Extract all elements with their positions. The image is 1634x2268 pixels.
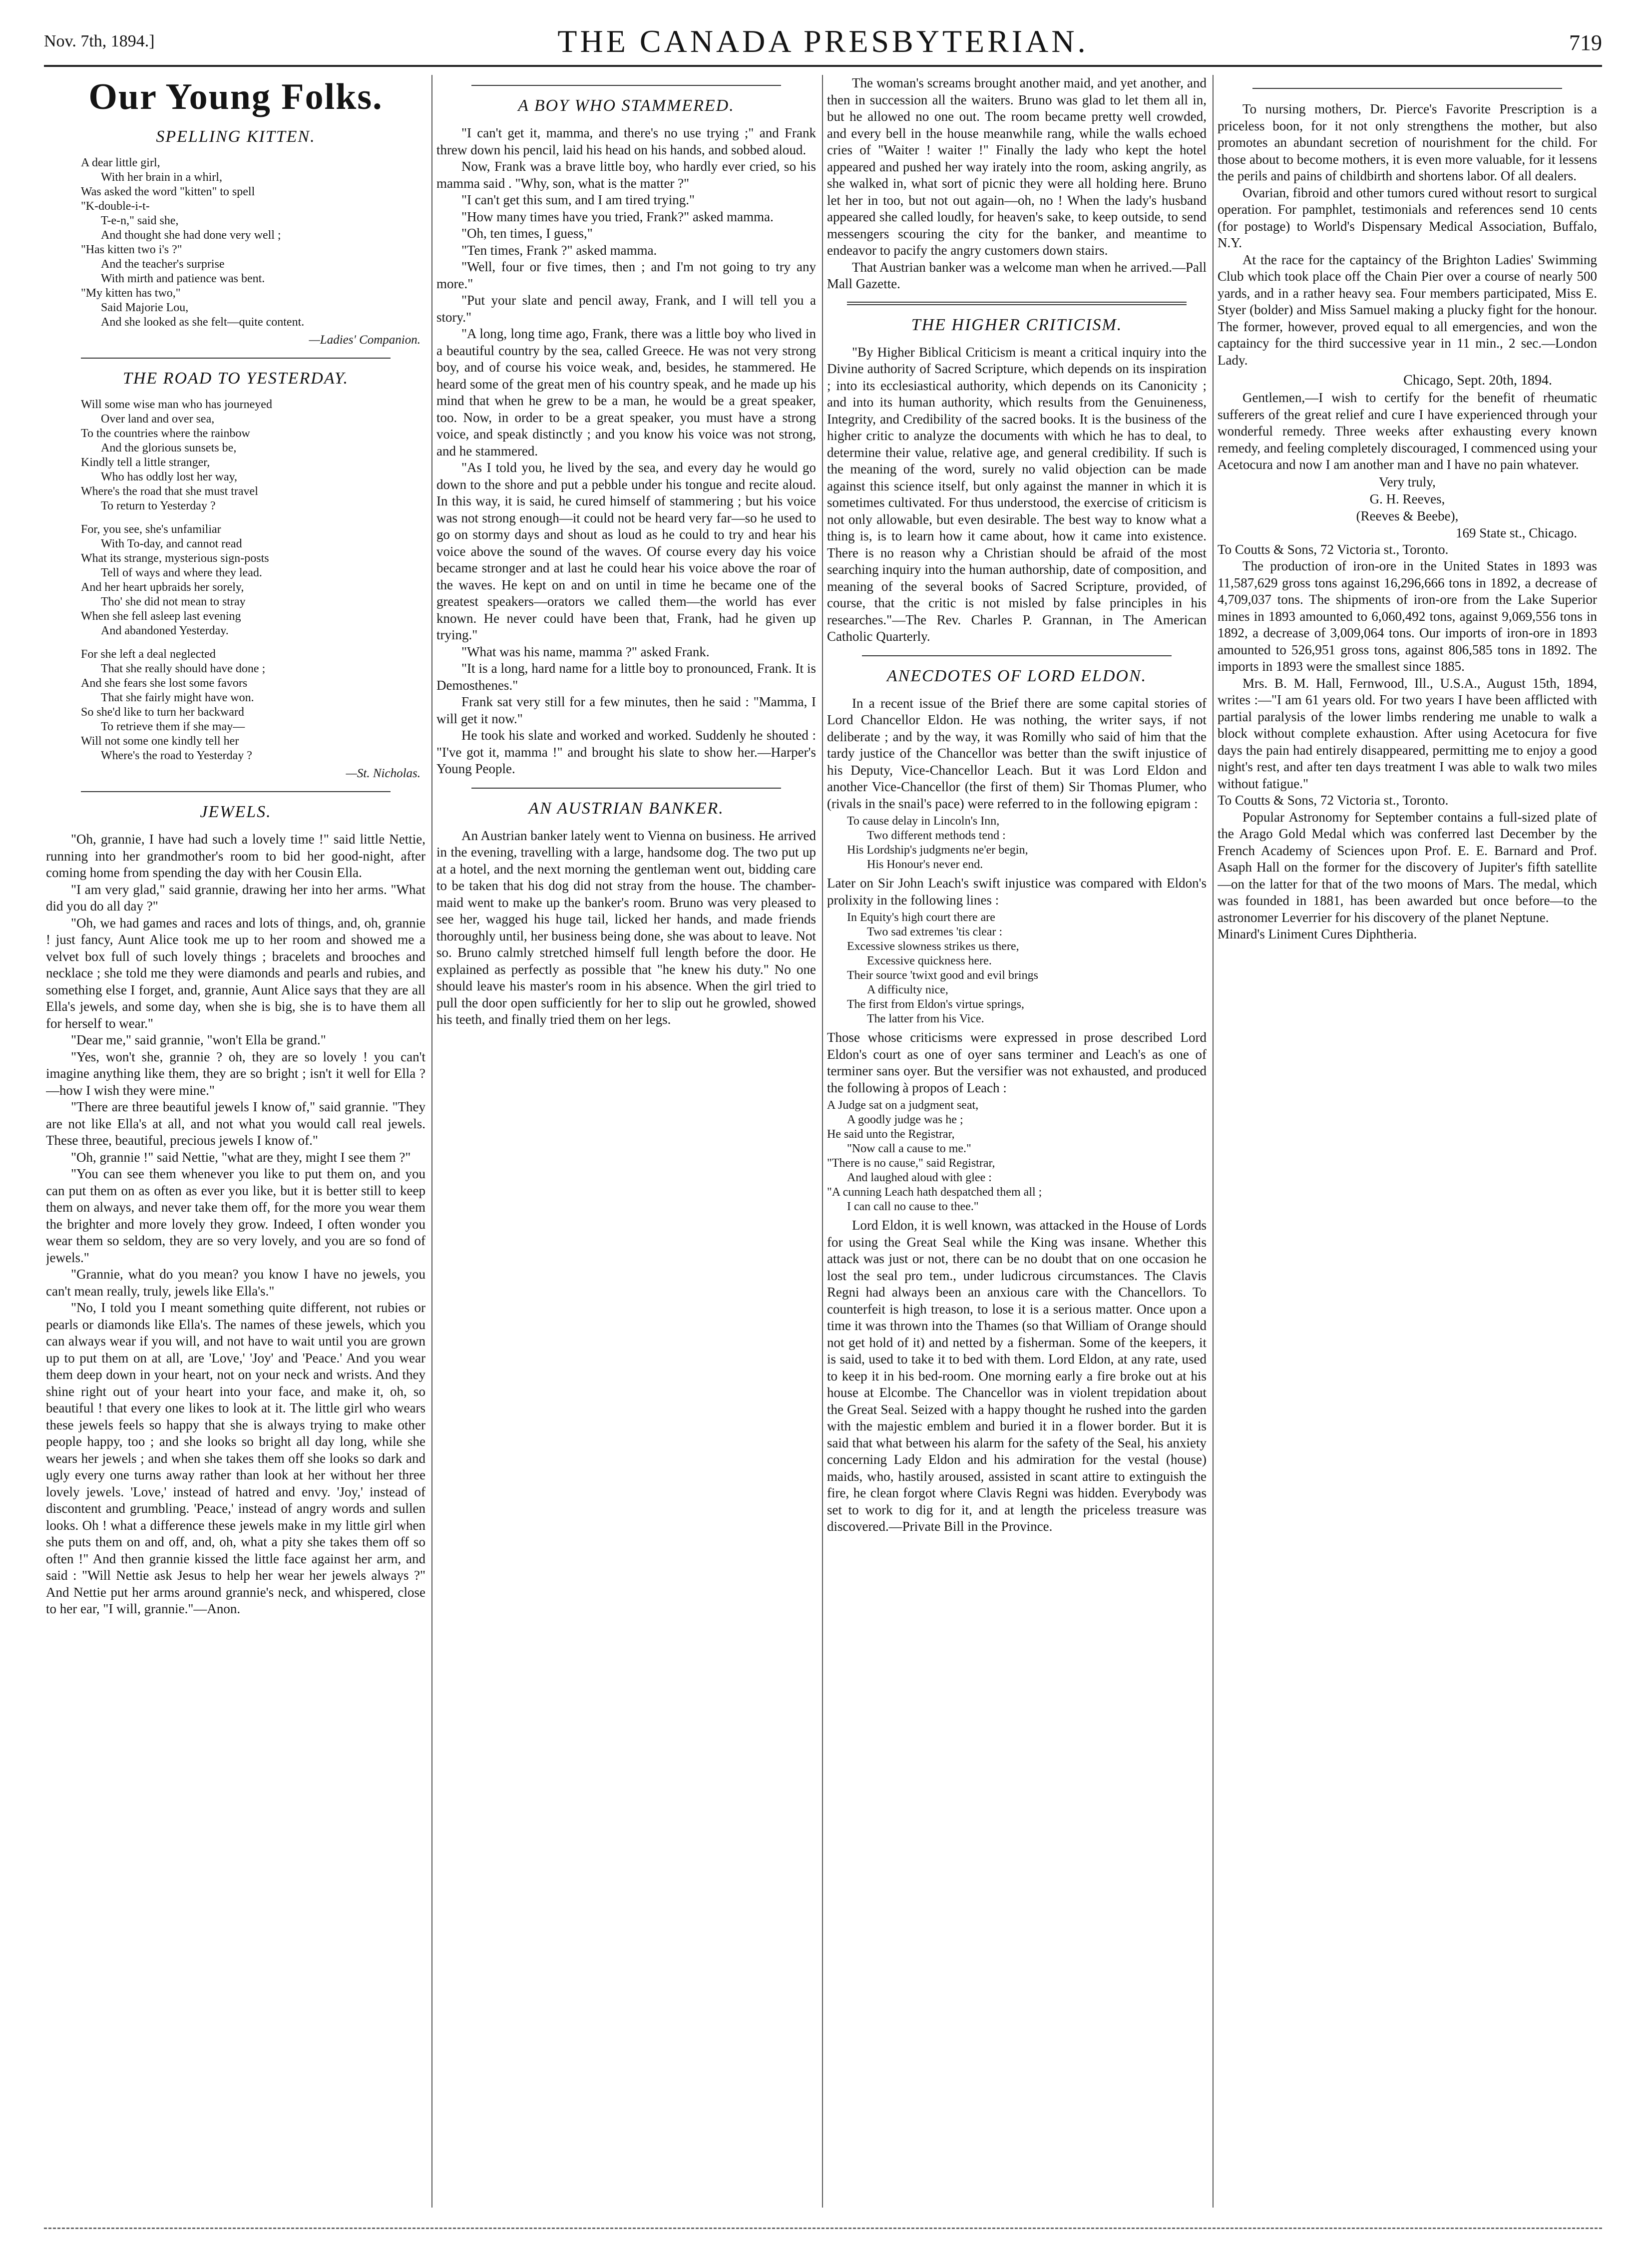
- paragraph: An Austrian banker lately went to Vienna on business. He arrived in the evening, travelling with a large, handsome dog. The two put up at a hotel, and the next morning the gentleman went out, bidding care to be taken that his dog did not stray from the house. The chamber-maid went to make up the banker's room. Bruno was very pleased to see her, wagged his huge tail, licked her hands, and made friends thoroughly until, her business being done, she was about to leave. Not so. Bruno calmly stretched himself full length before the door. He explained as perfectly as possible that "he knew his duty." No one should leave his master's room in his absence. When the girl tried to pull the door open sufficiently for her to slip out he growled, showed his teeth, and finally tried them on her legs.: [436, 828, 816, 1027]
- paragraph: That Austrian banker was a welcome man when he arrived.—Pall Mall Gazette.: [827, 259, 1207, 291]
- paragraph: Those whose criticisms were expressed in prose described Lord Eldon's court as one of oyer sans terminer and Leach's as one of terminer sans oyer. But the versifier was not exhausted, and produced the following à propos of Leach :: [827, 1030, 1207, 1095]
- poem-line: That she really should have done ;: [101, 662, 266, 675]
- epigram: [827, 1098, 1207, 1214]
- poem-line: A difficulty nice,: [867, 983, 948, 996]
- paragraph: "Yes, won't she, grannie ? oh, they are so lovely ! you can't imagine anything like them, they are so bright ; isn't it well for Ella ?—how I wish they were mine.": [46, 1049, 425, 1098]
- article-spelling-kitten: [46, 127, 425, 359]
- paragraph: Now, Frank was a brave little boy, who hardly ever cried, so his mamma said . "Why, son, what is the matter ?": [436, 159, 816, 191]
- column-3: [827, 75, 1207, 2218]
- article-lord-eldon: [827, 666, 1207, 1535]
- section-divider: [862, 655, 1172, 656]
- paragraph: "No, I told you I meant something quite different, not rubies or pearls or diamonds like Ella's. The names of these jewels, which you can always wear if you will, and not have to wait until you are grown up to put them on at all, are 'Love,' 'Joy' and 'Peace.' And you wear them deep down in your heart, not on your neck and wrists. And they shine right out of your heart into your face, and make it, oh, so beautiful ! that every one likes to look at it. The little girl who wears these jewels feels so happy that she is always trying to make other people happy, too ; and she looks so bright all day long, while she wears her jewels ; and when she takes them off she looks so dark and ugly every one turns away rather than look at her without her three lovely jewels. 'Love,' instead of hatred and envy. 'Joy,' instead of discontent and grumbling. 'Peace,' instead of angry words and sullen looks. Oh ! what a difference these jewels make in my little girl when she puts them on and off, and, oh, what a pity she takes them off so often !" And then grannie kissed the little face against her arm, and said : "Will Nettie ask Jesus to help her wear her jewels always ?" And Nettie put her arms around grannie's neck, and whispered, close to her ear, "I will, grannie."—Anon.: [46, 1300, 425, 1616]
- agent-address: To Coutts & Sons, 72 Victoria st., Toronto.: [1218, 793, 1449, 808]
- poem-line: Where's the road to Yesterday ?: [101, 749, 252, 762]
- newspaper-title: THE CANADA PRESBYTERIAN.: [557, 23, 1089, 59]
- paragraph: "What was his name, mamma ?" asked Frank.: [461, 644, 710, 659]
- column-rule: [822, 75, 823, 2208]
- article-boy-who-stammered: [436, 96, 816, 789]
- ad-minards-liniment: Minard's Liniment Cures Diphtheria.: [1218, 926, 1417, 941]
- poem-line: That she fairly might have won.: [101, 691, 254, 704]
- poem-line: Was asked the word "kitten" to spell: [81, 185, 255, 198]
- article-title: A BOY WHO STAMMERED.: [518, 96, 735, 115]
- article-austrian-banker: [436, 799, 816, 1028]
- poem-line: Tho' she did not mean to stray: [101, 595, 246, 608]
- article-source: —Ladies' Companion.: [309, 333, 420, 347]
- paragraph: "Dear me," said grannie, "won't Ella be grand.": [71, 1032, 326, 1047]
- article-title: THE ROAD TO YESTERDAY.: [122, 369, 349, 388]
- ad-favorite-prescription: To nursing mothers, Dr. Pierce's Favorite Prescription is a priceless boon, for it not only strengthens the mother, but also promotes an abundant secretion of nourishment for the child. For those about to become mothers, it is even more valuable, for it lessens the perils and pains of childbirth and shortens labor. Of all dealers.: [1218, 101, 1597, 183]
- paragraph: "I can't get it, mamma, and there's no use trying ;" and Frank threw down his pencil, laid his head on his hands, and sobbed aloud.: [436, 125, 816, 157]
- poem-line: A goodly judge was he ;: [847, 1113, 963, 1126]
- poem: [46, 398, 425, 763]
- paragraph: In a recent issue of the Brief there are some capital stories of Lord Chancellor Eldon. He was nothing, the writer says, if not deliberate ; and by the way, it was Romilly who said of him that the tardy justice of the Chancellor was better than the swift injustice of his Deputy, Vice-Chancellor Leach. But it was Lord Eldon and another Vice-Chancellor (the first of them) Sir Thomas Plumer, who (rivals in the snail's pace) were referred to in the following epigram :: [827, 695, 1207, 811]
- article-jewels: [46, 802, 425, 1618]
- department-heading: Our Young Folks.: [88, 76, 383, 117]
- paragraph: "Oh, grannie !" said Nettie, "what are they, might I see them ?": [71, 1149, 411, 1165]
- paragraph: "Grannie, what do you mean? you know I have no jewels, you can't mean really, truly, jewels like Ella's.": [46, 1267, 425, 1299]
- column-1: [46, 75, 425, 2218]
- poem-line: And she fears she lost some favors: [81, 677, 248, 690]
- news-iron-ore: The production of iron-ore in the United States in 1893 was 11,587,629 gross tons against 16,296,666 tons in 1892, a decrease of 4,709,037 tons. The shipments of iron-ore from the Lake Superior mines in 1893 amounted to 6,060,492 tons, against 9,069,556 tons in 1892, a decrease of 3,009,064 tons. Our imports of iron-ore in 1893 amounted to 526,951 gross tons, against 806,585 tons in 1892. The imports in 1893 were the smallest since 1885.: [1218, 558, 1597, 674]
- poem-line: His Lordship's judgments ne'er begin,: [847, 844, 1028, 857]
- poem-line: "Now call a cause to me.": [847, 1142, 971, 1155]
- poem-line: Two sad extremes 'tis clear :: [867, 925, 1003, 938]
- poem-line: Who has oddly lost her way,: [101, 470, 238, 483]
- poem-line: Will not some one kindly tell her: [81, 735, 239, 748]
- section-divider: [471, 788, 781, 789]
- poem-line: Will some wise man who has journeyed: [81, 398, 272, 411]
- poem-line: He said unto the Registrar,: [827, 1128, 955, 1141]
- poem-line: Their source 'twixt good and evil brings: [847, 969, 1038, 982]
- article-higher-criticism: [827, 315, 1207, 656]
- poem-line: And laughed aloud with glee :: [847, 1171, 992, 1184]
- page-number: 719: [1569, 30, 1602, 55]
- section-divider: [471, 85, 781, 86]
- poem: [46, 156, 425, 330]
- paragraph: "As I told you, he lived by the sea, and every day he would go down to the shore and put a pebble under his tongue and recite aloud. In this way, it is said, he cured himself of stammering ; but his voice was not strong enough—it could not be heard very far—so he used to go on stormy days and shout as loud as he could to try and hear his voice above the sound of the waves. Of course every day his voice became stronger and at last he could hear his voice above the roar of the waves. He kept on and on until in time he became one of the greatest speakers—orators we called them—the world has ever known. He never could have been that, Frank, had he given up trying.": [436, 460, 816, 642]
- agent-address: To Coutts & Sons, 72 Victoria st., Toronto.: [1218, 541, 1449, 557]
- poem-line: For she left a deal neglected: [81, 648, 216, 661]
- section-divider: [81, 358, 391, 359]
- column-rule: [1213, 75, 1214, 2208]
- article-road-to-yesterday: [46, 369, 425, 792]
- poem-line: His Honour's never end.: [867, 858, 983, 871]
- news-swimming-club: At the race for the captaincy of the Brighton Ladies' Swimming Club which took place off the Chain Pier over a course of nearly 500 yards, and in a rather heavy sea. Four members participated, Miss E. Styer (bolder) and Miss Samuel making a plucky fight for the honour. The former, however, proved equal to all emergencies, and won the captaincy for the third successive year in 11 min., 2 sec.—London Lady.: [1218, 252, 1597, 368]
- poem-line: And thought she had done very well ;: [101, 229, 281, 242]
- poem-line: Excessive slowness strikes us there,: [847, 940, 1019, 953]
- article-title: THE HIGHER CRITICISM.: [911, 315, 1123, 334]
- paragraph: "There are three beautiful jewels I know of," said grannie. "They are not like Ella's at all, and not what you would call real jewels. These three, beautiful, precious jewels I know of.": [46, 1099, 425, 1148]
- paragraph: "Oh, we had games and races and lots of things, and, oh, grannie ! just fancy, Aunt Alice took me up to her room and showed me a velvet box full of such lovely things ; bracelets and brooches and necklace ; she told me they were diamonds and pearls and rubies, and something else I forget, and, grannie, Aunt Alice says that they are all Ella's jewels, and some day, when she is big, she is to have them all for herself to wear.": [46, 915, 425, 1031]
- section-divider: [81, 791, 391, 792]
- column-4: [1218, 75, 1597, 2218]
- article-title: JEWELS.: [200, 803, 272, 821]
- signature-address: 169 State st., Chicago.: [1456, 525, 1577, 540]
- page-bottom-rule: [44, 2228, 1602, 2229]
- poem-line: "K-double-i-t-: [81, 200, 150, 213]
- epigram: [827, 910, 1207, 1026]
- paragraph: "I can't get this sum, and I am tired trying.": [461, 192, 695, 207]
- poem-line: T-e-n," said she,: [101, 214, 179, 227]
- testimonial-reeves: Gentlemen,—I wish to certify for the benefit of rheumatic sufferers of the great relief and cure I have experienced through your wonderful remedy. Three weeks after exhausting every known remedy, and feeling completely discouraged, I commenced using your Acetocura and now I am another man and I have no pain whatever.: [1218, 390, 1597, 472]
- poem-line: Kindly tell a little stranger,: [81, 456, 210, 469]
- paragraph: "Oh, ten times, I guess,": [461, 226, 593, 241]
- testimonial-hall: Mrs. B. M. Hall, Fernwood, Ill., U.S.A., August 15th, 1894, writes :—"I am 61 years old. For two years I have been afflicted with partial paralysis of the lower limbs rendering me unable to walk a block without complete exhaustion. After using Acetocura for five days the pain had entirely disappeared, permitting me to enjoy a good night's rest, and after ten days treatment I was able to walk two miles without fatigue.": [1218, 675, 1597, 791]
- article-title: SPELLING KITTEN.: [156, 127, 316, 146]
- poem-line: Excessive quickness here.: [867, 954, 992, 967]
- poem-line: "My kitten has two,": [81, 287, 181, 300]
- masthead: [44, 19, 1602, 67]
- paragraph: "I am very glad," said grannie, drawing her into her arms. "What did you do all day ?": [46, 882, 425, 913]
- poem-line: "Has kitten two i's ?": [81, 243, 182, 256]
- article-source: —St. Nicholas.: [346, 767, 420, 780]
- paragraph: "A long, long time ago, Frank, there was a little boy who lived in a beautiful country by the sea, called Greece. He was not very strong boy, and of course his voice weak, and, besides, he stammered. He heard some of the great men of his country speak, and he made up his mind that when he grew to be a man, he would be a great speaker, too. Now, in order to be a great speaker, you must have a strong voice, and speak distinctly ; and you know his voice was not strong, and he stammered.: [436, 326, 816, 458]
- poem-line: I can call no cause to thee.": [847, 1200, 979, 1213]
- poem-line: Two different methods tend :: [867, 829, 1006, 842]
- paragraph: "By Higher Biblical Criticism is meant a critical inquiry into the Divine authority of Sacred Scripture, which depends on its inspiration ; into its ecclesiastical authority, which depends on its Canonicity ; and into its human authority, which results from the Genuineness, Integrity, and Credibility of the sacred books. It is the business of the higher critic to analyze the documents with which he has to deal, to determine their value, relative age, and general credibility. If such is the meaning of the word, surely no valid objection can be made against this science itself, but only against the manner in which it is sometimes cultivated. For thus understood, the exercise of criticism is not only allowable, but even desirable. The best way to know what a thing is, is to learn how it came about, how it came into existence. There is no reason why a Christian should be afraid of the most searching inquiry into the human authorship, date of composition, and meaning of the several books of Sacred Scripture, provided, of course, that the critic is not misled by false principles in his researches."—The Rev. Charles P. Grannan, in The American Catholic Quarterly.: [827, 344, 1207, 644]
- section-divider: [847, 302, 1187, 305]
- paragraph: "It is a long, hard name for a little boy to pronounced, Frank. It is Demosthenes.": [436, 661, 816, 693]
- poem-line: With mirth and patience was bent.: [101, 272, 265, 285]
- poem-line: And she looked as she felt—quite content.: [101, 316, 305, 329]
- paragraph: "You can see them whenever you like to put them on, and you can put them on as often as ever you like, but it is better still to keep them on always, and never take them off, for the more you wear them the brighter and more lovely they grow. Indeed, I often wonder you wear them so seldom, they are so very lovely, and you are so fond of jewels.": [46, 1166, 425, 1265]
- paragraph: "Oh, grannie, I have had such a lovely time !" said little Nettie, running into her grandmother's room to bid her good-night, after coming home from spending the day with her Cousin Ella.: [46, 832, 425, 880]
- poem-line: And her heart upbraids her sorely,: [81, 581, 244, 594]
- paragraph: Lord Eldon, it is well known, was attacked in the House of Lords for using the Great Seal while the King was insane. Whether this attack was just or not, there can be no doubt that on one occasion he lost the seal pro tem., under ludicrous circumstances. The Clavis Regni had always been an anxious care with the Chancellors. To counterfeit is high treason, to lose it is a serious matter. Once upon a time it was thrown into the Thames (so that William of Orange should not get hold of it) and netted by a fisherman. Some of the keepers, it is said, used to take it to bed with them. Lord Eldon, at any rate, used to keep it in his bed-room. One morning early a fire broke out at his house at Elcombe. The Chancellor was in violent trepidation about the Great Seal. Seized with a happy thought he rushed into the garden with the majestic emblem and buried it in a flower border. But it is said that what between his alarm for the safety of the Seal, his anxiety concerning Lady Eldon and his admiration for the vestal (house) maids, who, hastily aroused, assisted in scant attire to extinguish the fire, he clean forgot where Clavis Regni was hidden. Everybody was set to work to dig for it, and at length the priceless treasure was discovered.—Private Bill in the Province.: [827, 1218, 1207, 1534]
- paragraph: Later on Sir John Leach's swift injustice was compared with Eldon's prolixity in the following lines :: [827, 876, 1207, 907]
- paragraph: "Well, four or five times, then ; and I'm not going to try any more.": [436, 259, 816, 291]
- poem-line: The latter from his Vice.: [867, 1012, 984, 1025]
- paragraph: The woman's screams brought another maid, and yet another, and then in succession all the waiters. Bruno was glad to let them all in, but he allowed no one out. The room became pretty well crowded, and every bell in the house meanwhile rang, while the walls echoed cries of "Waiter ! waiter !" Finally the lady who kept the hotel appeared and pushed her way irately into the room, asking angrily, as she walked in, what sort of picnic they were all holding here. Bruno let her in too, but not out again—oh, no ! When the lady's husband appeared she called loudly, for heaven's sake, to keep outside, to send messengers scouring the city for the banker, and meantime to endeavor to pacify the angry customers down stairs.: [827, 75, 1207, 258]
- poem-line: When she fell asleep last evening: [81, 610, 241, 623]
- poem-line: "There is no cause," said Registrar,: [827, 1157, 995, 1170]
- poem-line: The first from Eldon's virtue springs,: [847, 998, 1024, 1011]
- news-popular-astronomy: Popular Astronomy for September contains a full-sized plate of the Arago Gold Medal which was conferred last December by the French Academy of Sciences upon Prof. E. E. Barnard and Prof. Asaph Hall on the former for the discovery of Jupiter's fifth satellite—on the latter for that of the two moons of Mars. The medal, which was founded in 1881, has been awarded but once before—to the astronomer Leverrier for his discovery of the planet Neptune.: [1218, 809, 1597, 925]
- signature-firm: (Reeves & Beebe),: [1356, 508, 1459, 523]
- poem-line: Said Majorie Lou,: [101, 301, 189, 314]
- poem-line: For, you see, she's unfamiliar: [81, 523, 221, 536]
- poem-line: And the glorious sunsets be,: [101, 442, 237, 454]
- poem-line: To the countries where the rainbow: [81, 427, 250, 440]
- poem-line: A Judge sat on a judgment seat,: [827, 1099, 979, 1112]
- poem-line: With her brain in a whirl,: [101, 171, 222, 184]
- paragraph: He took his slate and worked and worked. Suddenly he shouted : "I've got it, mamma !" and brought his slate to show her.—Harper's Young People.: [436, 728, 816, 776]
- poem-line: In Equity's high court there are: [847, 911, 995, 924]
- poem-line: What its strange, mysterious sign-posts: [81, 552, 269, 565]
- signature-name: G. H. Reeves,: [1369, 491, 1445, 506]
- paragraph: "How many times have you tried, Frank?" asked mamma.: [461, 209, 774, 224]
- poem-line: To return to Yesterday ?: [101, 499, 216, 512]
- issue-date: Nov. 7th, 1894.]: [44, 32, 155, 50]
- column-2: [436, 75, 816, 2218]
- signature-closing: Very truly,: [1379, 474, 1436, 489]
- poem-line: So she'd like to turn her backward: [81, 706, 244, 719]
- poem-line: Where's the road that she must travel: [81, 485, 258, 498]
- ad-ovarian-tumors: Ovarian, fibroid and other tumors cured without resort to surgical operation. For pamphlet, testimonials and references send 10 cents (for postage) to World's Dispensary Medical Association, Buffalo, N.Y.: [1218, 185, 1597, 250]
- article-title: ANECDOTES OF LORD ELDON.: [886, 666, 1147, 685]
- poem-line: To retrieve them if she may—: [101, 720, 245, 733]
- poem-line: "A cunning Leach hath despatched them all ;: [827, 1186, 1042, 1199]
- letter-date: Chicago, Sept. 20th, 1894.: [1403, 373, 1552, 388]
- article-title: AN AUSTRIAN BANKER.: [528, 799, 724, 818]
- poem-line: Over land and over sea,: [101, 413, 215, 426]
- column-rule: [431, 75, 432, 2208]
- poem-line: A dear little girl,: [81, 156, 160, 169]
- paragraph: Frank sat very still for a few minutes, then he said : "Mamma, I will get it now.": [436, 694, 816, 726]
- poem-line: With To-day, and cannot read: [101, 537, 242, 550]
- poem-line: And abandoned Yesterday.: [101, 624, 229, 637]
- poem-line: And the teacher's surprise: [101, 258, 225, 271]
- poem-line: Tell of ways and where they lead.: [101, 566, 262, 579]
- paragraph: "Ten times, Frank ?" asked mamma.: [461, 242, 657, 258]
- poem-line: To cause delay in Lincoln's Inn,: [847, 815, 1000, 828]
- epigram: [827, 814, 1207, 872]
- paragraph: "Put your slate and pencil away, Frank, and I will tell you a story.": [436, 293, 816, 325]
